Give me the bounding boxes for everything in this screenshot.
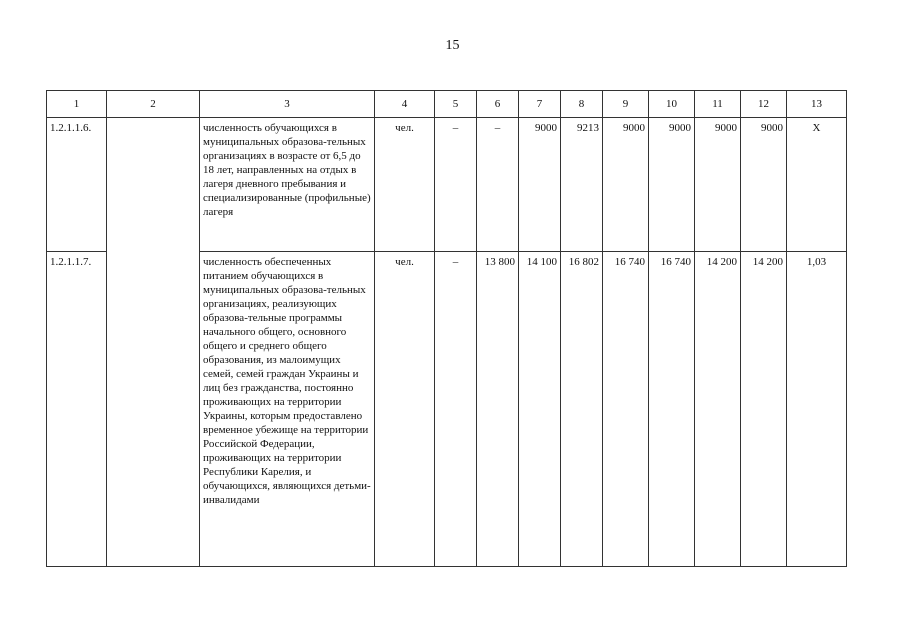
row-value-col10: 16 740	[649, 252, 695, 567]
row-unit: чел.	[375, 118, 435, 252]
row-value-col10: 9000	[649, 118, 695, 252]
row-value-col7: 14 100	[519, 252, 561, 567]
header-cell-12: 12	[741, 91, 787, 118]
indicators-table	[46, 90, 847, 567]
row-value-col9: 16 740	[603, 252, 649, 567]
table-row	[47, 118, 847, 252]
header-cell-7: 7	[519, 91, 561, 118]
row-value-col5: –	[435, 252, 477, 567]
row-value-col12: 14 200	[741, 252, 787, 567]
row-value-col9: 9000	[603, 118, 649, 252]
header-cell-1: 1	[47, 91, 107, 118]
row-value-col7: 9000	[519, 118, 561, 252]
row-value-col13: X	[787, 118, 847, 252]
header-cell-9: 9	[603, 91, 649, 118]
row-value-col13: 1,03	[787, 252, 847, 567]
header-row	[47, 91, 847, 118]
row-value-col11: 14 200	[695, 252, 741, 567]
row-description: численность обеспеченных питанием обучающихся в муниципальных образова-тельных организациях, реализующих образова-тельные программы начального общего, основного общего и среднего общего образования, из малоимущих семей, семей граждан Украины и лиц без гражданства, постоянно проживающих на территории Украины, которым предоставлено временное убежище на территории Российской Федерации, проживающих на территории Республики Карелия, и обучающихся, являющихся детьми-инвалидами	[200, 252, 375, 567]
header-cell-8: 8	[561, 91, 603, 118]
header-cell-3: 3	[200, 91, 375, 118]
header-cell-10: 10	[649, 91, 695, 118]
row-value-col8: 16 802	[561, 252, 603, 567]
row-value-col5: –	[435, 118, 477, 252]
row-code: 1.2.1.1.6.	[47, 118, 107, 252]
header-cell-2: 2	[107, 91, 200, 118]
row-value-col12: 9000	[741, 118, 787, 252]
header-cell-6: 6	[477, 91, 519, 118]
row-unit: чел.	[375, 252, 435, 567]
header-cell-4: 4	[375, 91, 435, 118]
row-col2-merged	[107, 118, 200, 567]
row-code: 1.2.1.1.7.	[47, 252, 107, 567]
row-description: численность обучающихся в муниципальных образова-тельных организациях в возрасте от 6,5 до 18 лет, направленных на отдых в лагеря дневного пребывания и специализированные (профильные) лагеря	[200, 118, 375, 252]
row-value-col6: –	[477, 118, 519, 252]
header-cell-5: 5	[435, 91, 477, 118]
header-cell-11: 11	[695, 91, 741, 118]
row-value-col6: 13 800	[477, 252, 519, 567]
header-cell-13: 13	[787, 91, 847, 118]
page-number: 15	[445, 38, 460, 53]
row-value-col11: 9000	[695, 118, 741, 252]
row-value-col8: 9213	[561, 118, 603, 252]
